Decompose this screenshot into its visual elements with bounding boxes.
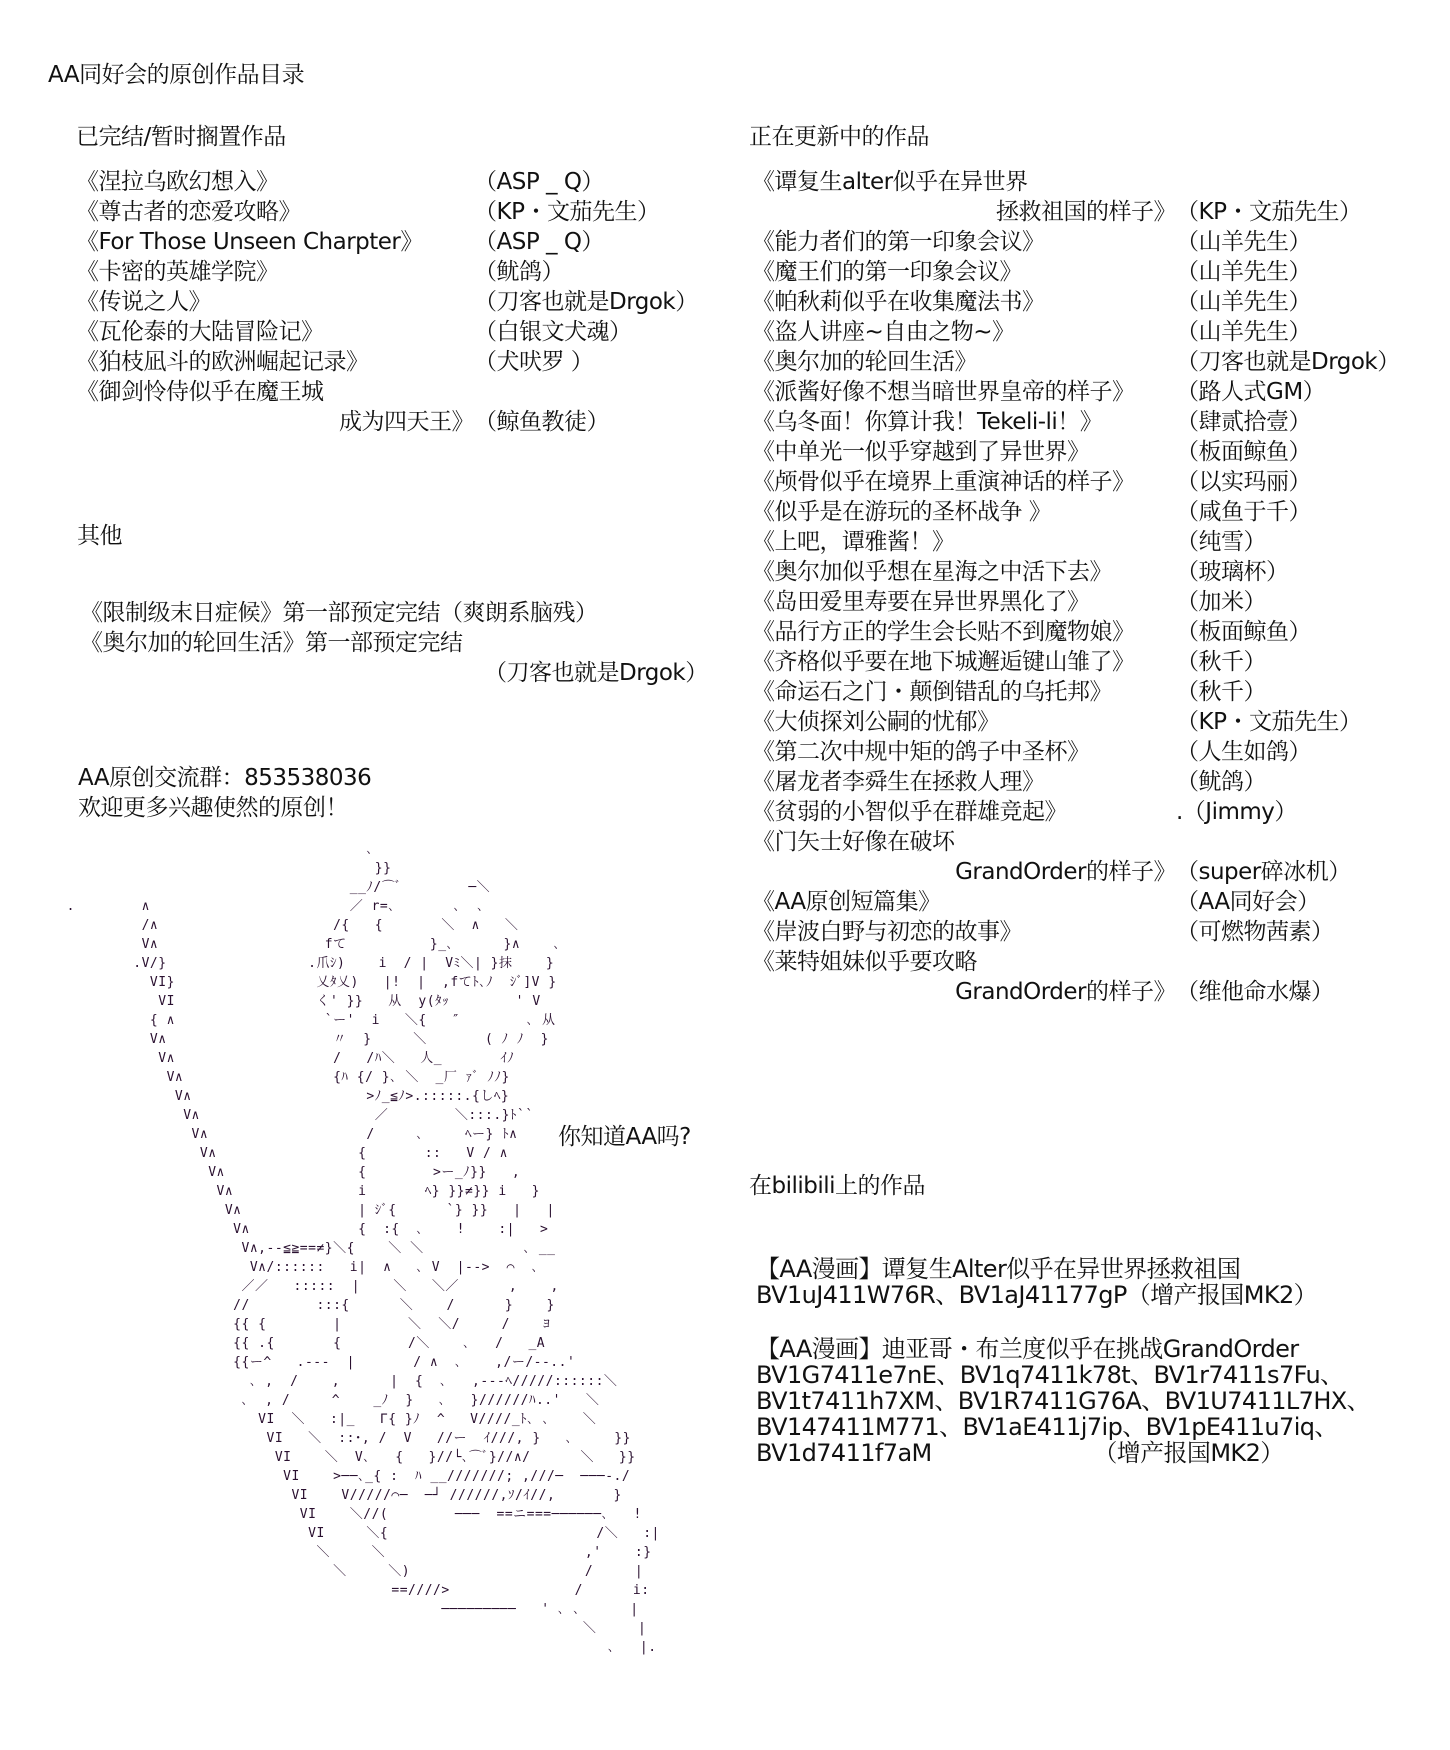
work-author: （鱿鸽） [1176, 769, 1266, 795]
bilibili-line: BV1t7411h7XM、BV1R7411G76A、BV1U7411L7HX、 [756, 1387, 1371, 1415]
work-author: （KP・文茄先生） [1176, 199, 1362, 225]
work-title: 《御剑怜侍似乎在魔王城 [76, 379, 324, 405]
list-item [0, 797, 1450, 827]
group-welcome: 欢迎更多兴趣使然的原创！ [78, 795, 348, 821]
list-item [0, 257, 1450, 287]
work-title: 《贫弱的小智似乎在群雄竞起》 [752, 799, 1067, 825]
work-author: （犬吠罗 ） [474, 349, 594, 375]
work-title: 《命运石之门・颠倒错乱的乌托邦》 [752, 679, 1112, 705]
work-author: .（Jimmy） [1176, 799, 1297, 825]
list-item [0, 617, 1450, 647]
other-line-1: 《限制级末日症候》第一部预定完结（爽朗系脑残） [80, 600, 598, 626]
bilibili-line: BV1uJ411W76R、BV1aJ41177gP（增产报国MK2） [756, 1281, 1318, 1309]
list-item [0, 287, 1450, 317]
work-author: （纯雪） [1176, 529, 1266, 555]
list-item [0, 197, 1450, 227]
work-author: （路人式GM） [1176, 379, 1326, 405]
work-title: 《中单光一似乎穿越到了异世界》 [752, 439, 1090, 465]
art-caption: 你知道AA吗? [558, 1124, 691, 1150]
work-author: （山羊先生） [1176, 259, 1311, 285]
work-author: （维他命水爆） [1176, 979, 1334, 1005]
list-item [0, 377, 1450, 407]
work-title: 成为四天王》 [339, 409, 474, 435]
work-author: （以实玛丽） [1176, 469, 1311, 495]
list-item [0, 497, 1450, 527]
work-author: （ASP _ Q） [474, 169, 604, 195]
list-item [0, 857, 1450, 887]
list-item [0, 677, 1450, 707]
work-author: （刀客也就是Drgok） [1176, 349, 1400, 375]
list-item [0, 827, 1450, 857]
work-author: （鱿鸽） [474, 259, 564, 285]
list-item [0, 947, 1450, 977]
work-title: 《谭复生alter似乎在异世界 [752, 169, 1028, 195]
work-title: 《上吧，谭雅酱！》 [752, 529, 955, 555]
work-author: （KP・文茄先生） [474, 199, 660, 225]
work-author: （刀客也就是Drgok） [474, 289, 698, 315]
work-title: 《大侦探刘公嗣的忧郁》 [752, 709, 1000, 735]
work-title: 《品行方正的学生会长贴不到魔物娘》 [752, 619, 1135, 645]
work-author: （玻璃杯） [1176, 559, 1289, 585]
list-item [0, 557, 1450, 587]
work-title: 《涅拉乌欧幻想入》 [76, 169, 279, 195]
work-title: 《屠龙者李舜生在拯救人理》 [752, 769, 1045, 795]
list-item [0, 317, 1450, 347]
work-author: （秋千） [1176, 679, 1266, 705]
work-author: （秋千） [1176, 649, 1266, 675]
work-author: （人生如鸽） [1176, 739, 1311, 765]
list-item [0, 707, 1450, 737]
work-title: 拯救祖国的样子》 [996, 199, 1176, 225]
work-title: 《似乎是在游玩的圣杯战争 》 [752, 499, 1052, 525]
list-item [0, 527, 1450, 557]
work-author: （咸鱼于千） [1176, 499, 1311, 525]
bilibili-section-header: 在bilibili上的作品 [749, 1173, 926, 1199]
work-title: 《盗人讲座~自由之物~》 [752, 319, 1015, 345]
updating-section-header: 正在更新中的作品 [749, 124, 929, 150]
work-title: 《奥尔加的轮回生活》 [752, 349, 977, 375]
work-author: （KP・文茄先生） [1176, 709, 1362, 735]
work-author: （板面鲸鱼） [1176, 619, 1311, 645]
work-author: （super碎冰机） [1176, 859, 1351, 885]
list-item [0, 767, 1450, 797]
list-item [0, 467, 1450, 497]
work-author: （山羊先生） [1176, 229, 1311, 255]
other-line-2-author: （刀客也就是Drgok） [484, 660, 708, 686]
list-item [0, 587, 1450, 617]
other-section-header: 其他 [77, 523, 122, 549]
work-title: 《齐格似乎要在地下城邂逅键山雏了》 [752, 649, 1135, 675]
page-title: AA同好会的原创作品目录 [48, 62, 305, 88]
work-title: 《狛枝凪斗的欧洲崛起记录》 [76, 349, 369, 375]
work-author: （白银文犬魂） [474, 319, 632, 345]
list-item [0, 437, 1450, 467]
bilibili-line: BV1G7411e7nE、BV1q7411k78t、BV1r7411s7Fu、 [756, 1361, 1344, 1389]
list-item [0, 167, 1450, 197]
work-title: 《乌冬面！你算计我！Tekeli-li！》 [752, 409, 1103, 435]
list-item [0, 917, 1450, 947]
ascii-art-illustration: ､ }} __ﾉ/⌒ﾞ ─＼ . ∧ ／ r=､ ､ ､ /∧ /{ { ＼ ∧ ＼ V∧ fて }_､ }∧ ､ .V/} .爪ｼ) i / | Vﾐ＼| }抹 } VI} 乂ﾀ乂) |! | ,fてﾄ､ﾉ ｼﾞ]V } VI く' }} 从 y(ﾀｯ ' V { ∧ `ー' i ＼{ ″ ､ 从 V∧ 〃 } ＼ ( ﾉ ﾉ } V∧ / /ﾊ＼ 人_ ｲﾉ V∧ {ﾊ {/ }､ ＼ _厂 ｧﾞ ﾉﾉ} V∧ >ﾉ_≦ﾉ>.:::::.{しﾍ} V∧ ／ ＼:::.}ﾄ`` V∧ / ､ ﾍー} ﾄ∧ V∧ { :: V / ∧ V∧ { >ー_ﾉ}} , V∧ i ﾍ} }}≠}} i } V∧ | ｼﾞ{ `} }} | | V∧ { :{ ､ ! :| > V∧,--≦≧==≠}＼{ ＼ ＼ ､ __ V∧/:::::: i| ∧ ､ V |--> ⌒ ､ ／／ ::::: | ＼ ＼／ , , // :::{ ＼ / } } {{ { | ＼ ＼/ / ﾖ {{ .{ { /＼ ､ / _A {{ー^ .--- | / ∧ ､ ,/ー/--..' ､ , / , | { ､ ,---ﾍ/////::::::＼ ､ , / ^ _ﾉ } ､ }//////ﾊ..' ＼ VI ＼ :|_ Γ{ }ﾉ ^ V////_ﾄ､ ､ ＼ VI ＼ ::･, / V //ー ｲ///, } ､ }} VI ＼ V､ { }//└､⌒ﾞ}//∧/ ＼ }} VI >──､_{ : ﾊ __///////; ,///─ ───-./ VI V/////⌒─ ─┘ //////,ｿ/ｲ//, } VI ＼//( ─── ==ニ===──────､ ! VI ＼{ /＼ :| ＼ ＼ ,' :} ＼ ＼) / | ==////> / i: ───────── ' ､ ､ | ＼ | ､ |. [66, 842, 660, 1655]
work-author: （加米） [1176, 589, 1266, 615]
bilibili-line: 【AA漫画】迪亚哥・布兰度似乎在挑战GrandOrder [756, 1335, 1299, 1363]
work-title: 《莱特姐妹似乎要攻略 [752, 949, 977, 975]
work-title: 《门矢士好像在破坏 [752, 829, 955, 855]
list-item [0, 887, 1450, 917]
work-title: 《帕秋莉似乎在收集魔法书》 [752, 289, 1045, 315]
work-title: 《AA原创短篇集》 [752, 889, 941, 915]
work-title: 《岛田爱里寿要在异世界黑化了》 [752, 589, 1090, 615]
work-title: 《卡密的英雄学院》 [76, 259, 279, 285]
completed-section-header: 已完结/暂时搁置作品 [76, 124, 286, 150]
bilibili-line: BV1d7411f7aM （增产报国MK2） [756, 1439, 1284, 1467]
work-title: 《尊古者的恋爱攻略》 [76, 199, 301, 225]
work-title: 《颅骨似乎在境界上重演神话的样子》 [752, 469, 1135, 495]
work-author: （AA同好会） [1176, 889, 1320, 915]
work-author: （ASP _ Q） [474, 229, 604, 255]
work-title: 《传说之人》 [76, 289, 211, 315]
work-author: （可燃物茜素） [1176, 919, 1334, 945]
work-title: 《第二次中规中矩的鸽子中圣杯》 [752, 739, 1090, 765]
list-item [0, 977, 1450, 1007]
work-title: 《岸波白野与初恋的故事》 [752, 919, 1022, 945]
other-line-2: 《奥尔加的轮回生活》第一部预定完结 [80, 630, 463, 656]
work-title: 《For Those Unseen Charpter》 [76, 229, 423, 255]
work-title: 《派酱好像不想当暗世界皇帝的样子》 [752, 379, 1135, 405]
list-item [0, 347, 1450, 377]
bilibili-line: 【AA漫画】谭复生Alter似乎在异世界拯救祖国 [756, 1255, 1241, 1283]
work-author: （山羊先生） [1176, 319, 1311, 345]
work-author: （肆贰拾壹） [1176, 409, 1311, 435]
work-title: 《奥尔加似乎想在星海之中活下去》 [752, 559, 1112, 585]
list-item [0, 227, 1450, 257]
work-title: 《能力者们的第一印象会议》 [752, 229, 1045, 255]
work-author: （板面鲸鱼） [1176, 439, 1311, 465]
work-author: （山羊先生） [1176, 289, 1311, 315]
list-item [0, 647, 1450, 677]
work-title: GrandOrder的样子》 [955, 979, 1176, 1005]
bilibili-line: BV147411M771、BV1aE411j7ip、BV1pE411u7iq、 [756, 1413, 1338, 1441]
list-item [0, 737, 1450, 767]
work-title: GrandOrder的样子》 [955, 859, 1176, 885]
work-author: （鲸鱼教徒） [474, 409, 609, 435]
work-title: 《瓦伦泰的大陆冒险记》 [76, 319, 324, 345]
list-item [0, 407, 1450, 437]
group-number: AA原创交流群：853538036 [78, 765, 372, 791]
work-title: 《魔王们的第一印象会议》 [752, 259, 1022, 285]
